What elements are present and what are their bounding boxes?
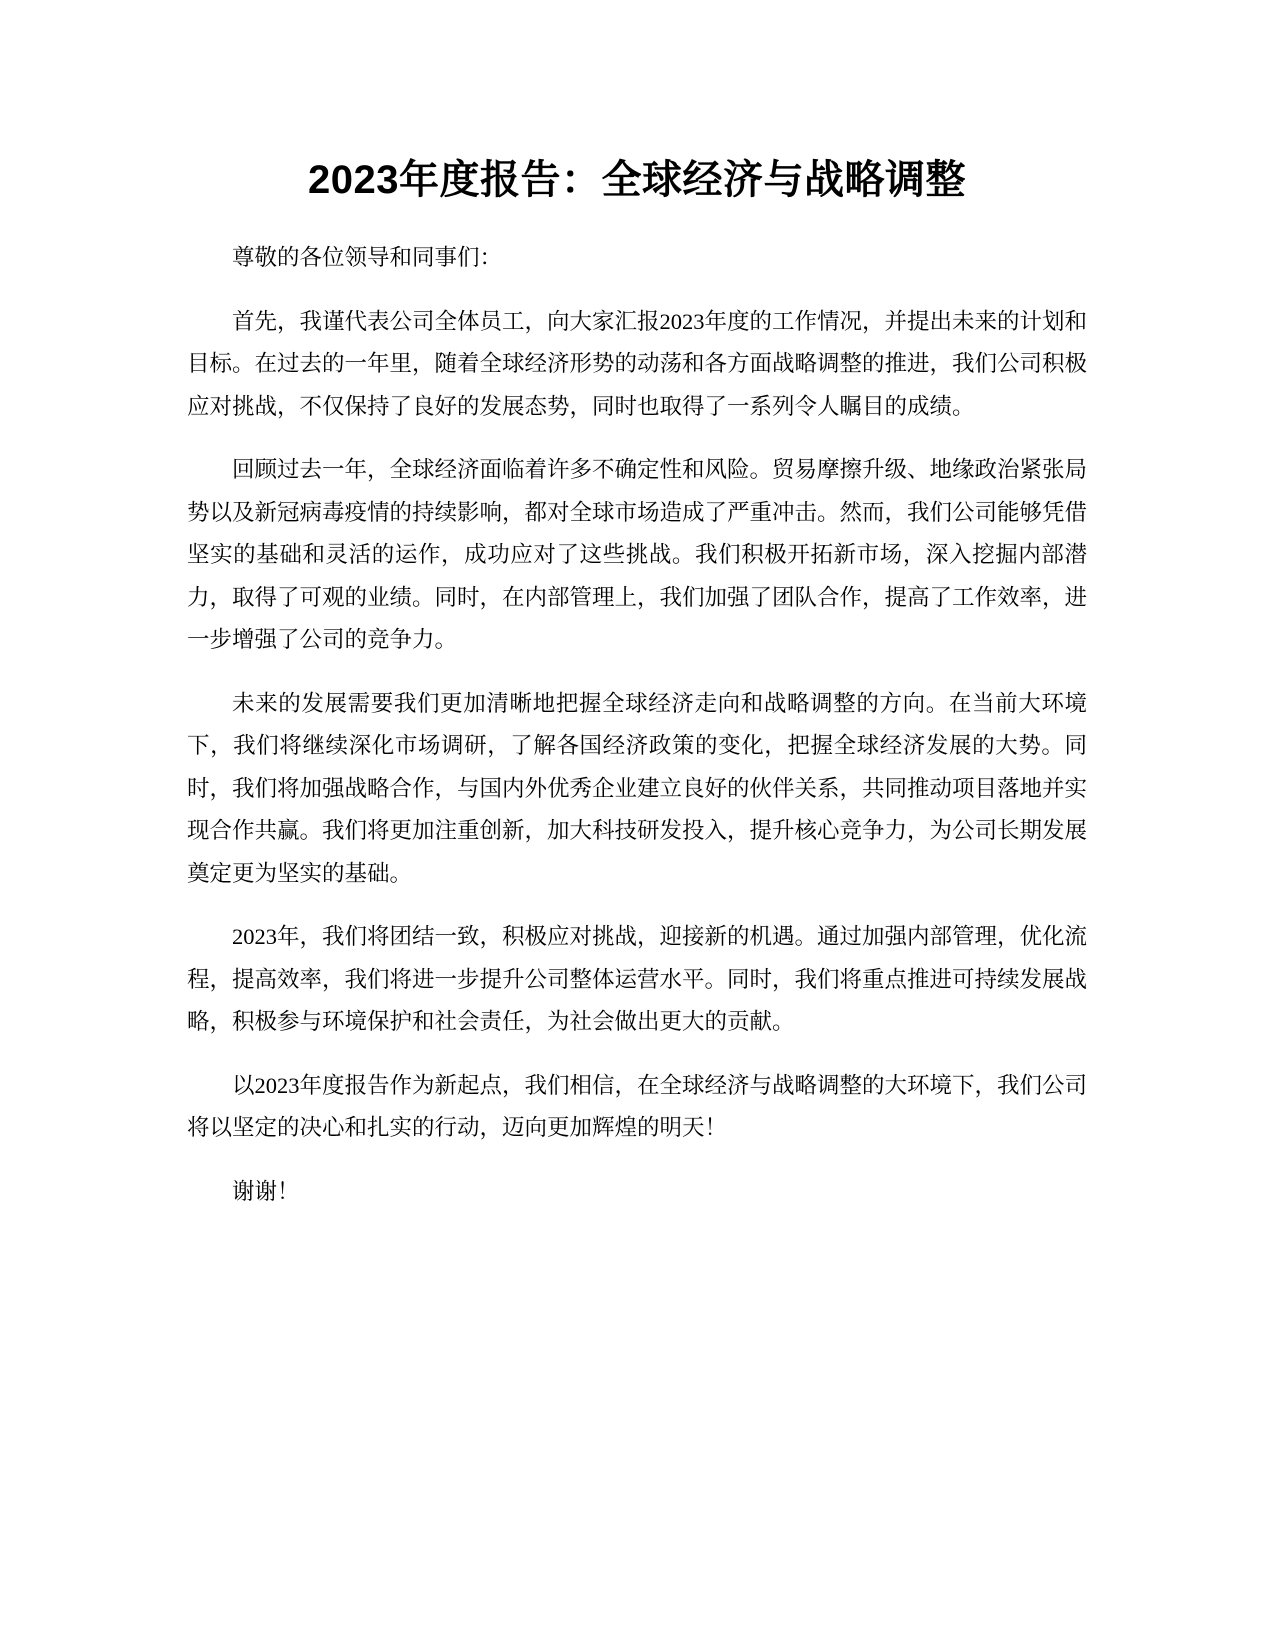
paragraph-2023-plan: 2023年，我们将团结一致，积极应对挑战，迎接新的机遇。通过加强内部管理，优化流程，提高效率，我们将进一步提升公司整体运营水平。同时，我们将重点推进可持续发展战略，积极参与环境保护和社会责任，为社会做出更大的贡献。 xyxy=(187,924,1088,1034)
document-body xyxy=(187,150,1087,1213)
paragraph-review: 回顾过去一年，全球经济面临着许多不确定性和风险。贸易摩擦升级、地缘政治紧张局势以及新冠病毒疫情的持续影响，都对全球市场造成了严重冲击。然而，我们公司能够凭借坚实的基础和灵活的运作，成功应对了这些挑战。我们积极开拓新市场，深入挖掘内部潜力，取得了可观的业绩。同时，在内部管理上，我们加强了团队合作，提高了工作效率，进一步增强了公司的竞争力。 xyxy=(187,457,1088,652)
greeting: 尊敬的各位领导和同事们： xyxy=(232,245,503,270)
paragraph-intro: 首先，我谨代表公司全体员工，向大家汇报2023年度的工作情况，并提出未来的计划和目标。在过去的一年里，随着全球经济形势的动荡和各方面战略调整的推进，我们公司积极应对挑战，不仅保持了良好的发展态势，同时也取得了一系列令人瞩目的成绩。 xyxy=(187,308,1088,419)
document-title: 2023年度报告：全球经济与战略调整 xyxy=(308,158,966,202)
paragraph-future: 未来的发展需要我们更加清晰地把握全球经济走向和战略调整的方向。在当前大环境下，我们将继续深化市场调研，了解各国经济政策的变化，把握全球经济发展的大势。同时，我们将加强战略合作，与国内外优秀企业建立良好的伙伴关系，共同推动项目落地并实现合作共赢。我们将更加注重创新，加大科技研发投入，提升核心竞争力，为公司长期发展奠定更为坚实的基础。 xyxy=(187,690,1088,886)
paragraph-conclusion: 以2023年度报告作为新起点，我们相信，在全球经济与战略调整的大环境下，我们公司将以坚定的决心和扎实的行动，迈向更加辉煌的明天！ xyxy=(187,1072,1088,1140)
closing-thanks: 谢谢！ xyxy=(232,1178,300,1204)
